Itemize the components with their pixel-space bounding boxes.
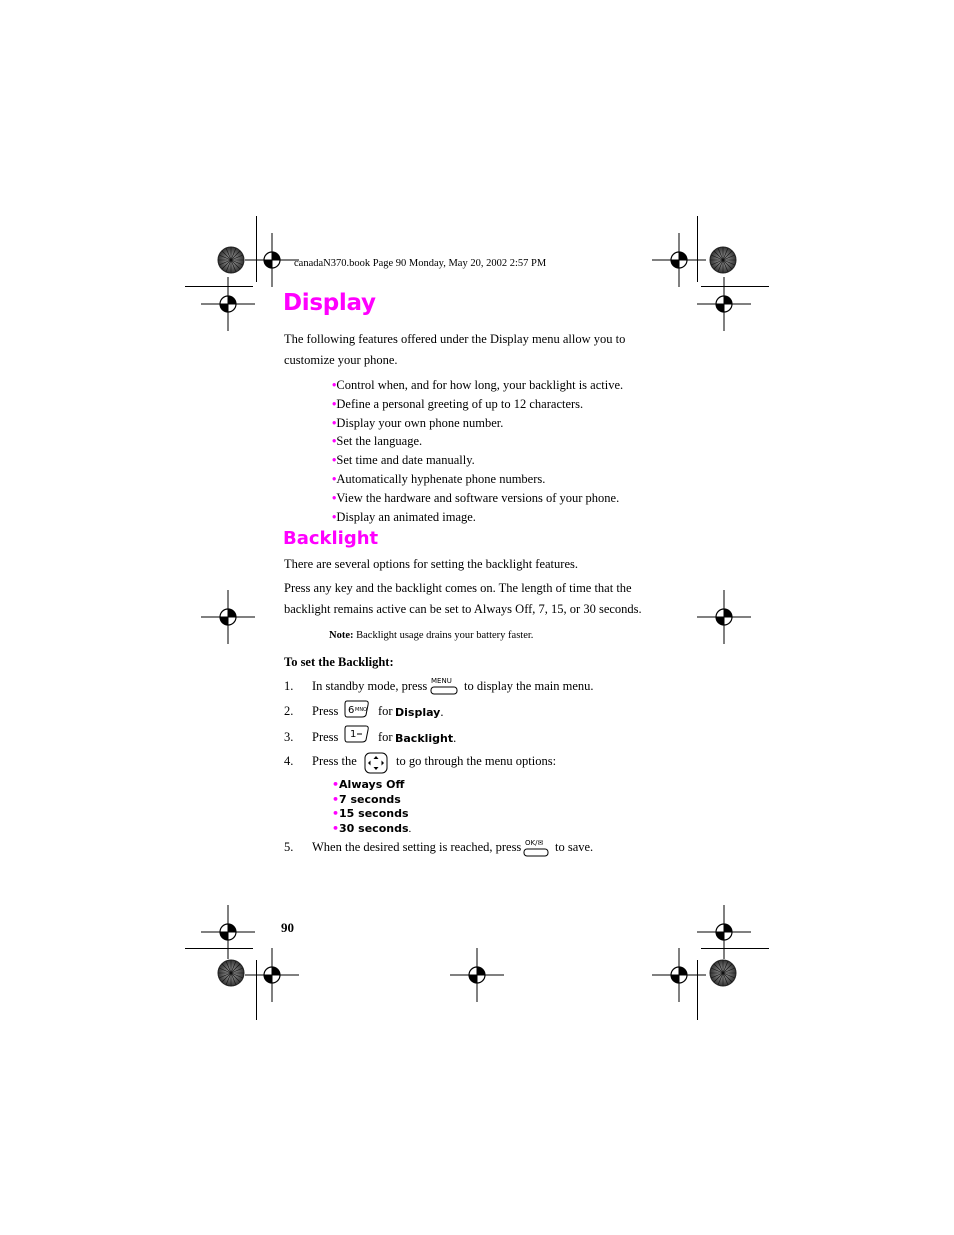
page-number: 90 bbox=[281, 920, 294, 935]
svg-text:6: 6 bbox=[348, 705, 355, 716]
page-title: Display bbox=[283, 290, 376, 316]
one-key-icon bbox=[344, 724, 370, 748]
list-item: •Display an animated image. bbox=[332, 509, 476, 524]
print-header-stamp: canadaN370.book Page 90 Monday, May 20, 2002 2:57 PM bbox=[294, 258, 547, 269]
list-item: •View the hardware and software versions of your phone. bbox=[332, 490, 620, 505]
list-item: •Set the language. bbox=[332, 434, 423, 449]
feature-list bbox=[332, 376, 623, 526]
menu-name-backlight: Backlight bbox=[395, 732, 454, 745]
procedure-heading: To set the Backlight: bbox=[284, 655, 394, 669]
list-item: •30 seconds. bbox=[332, 821, 412, 835]
menu-name-display: Display bbox=[395, 706, 441, 719]
list-item: •Define a personal greeting of up to 12 characters. bbox=[332, 396, 584, 411]
intro-paragraph: The following features offered under the Display menu allow you to customize your phone. bbox=[284, 332, 626, 367]
section-heading-backlight: Backlight bbox=[283, 528, 379, 549]
svg-text:MENU: MENU bbox=[431, 677, 452, 685]
svg-text:MNO: MNO bbox=[355, 707, 367, 713]
list-item: •7 seconds bbox=[332, 792, 401, 806]
list-item: •Control when, and for how long, your backlight is active. bbox=[332, 378, 624, 392]
list-item: •Always Off bbox=[332, 778, 405, 791]
list-item: •Automatically hyphenate phone numbers. bbox=[332, 471, 546, 486]
six-key-icon bbox=[344, 699, 370, 723]
backlight-options-list bbox=[332, 778, 411, 836]
backlight-paragraph-1: There are several options for setting the backlight features. bbox=[284, 557, 578, 571]
note bbox=[329, 630, 533, 641]
navigation-key-icon bbox=[364, 752, 388, 778]
list-item: •Display your own phone number. bbox=[332, 415, 504, 430]
menu-key-icon bbox=[430, 676, 460, 700]
backlight-paragraph-2: Press any key and the backlight comes on. The length of time that the backlight remains active can be set to Always Off, 7, 15, or 30 seconds. bbox=[284, 581, 642, 616]
svg-text:OK/✉: OK/✉ bbox=[525, 839, 544, 847]
ok-key-icon bbox=[523, 837, 551, 863]
svg-text:1: 1 bbox=[350, 729, 357, 740]
list-item: •Set time and date manually. bbox=[332, 453, 475, 468]
note-label: Note: bbox=[329, 630, 354, 641]
note-text: Backlight usage drains your battery faster. bbox=[353, 630, 534, 641]
list-item: •15 seconds bbox=[332, 807, 409, 820]
